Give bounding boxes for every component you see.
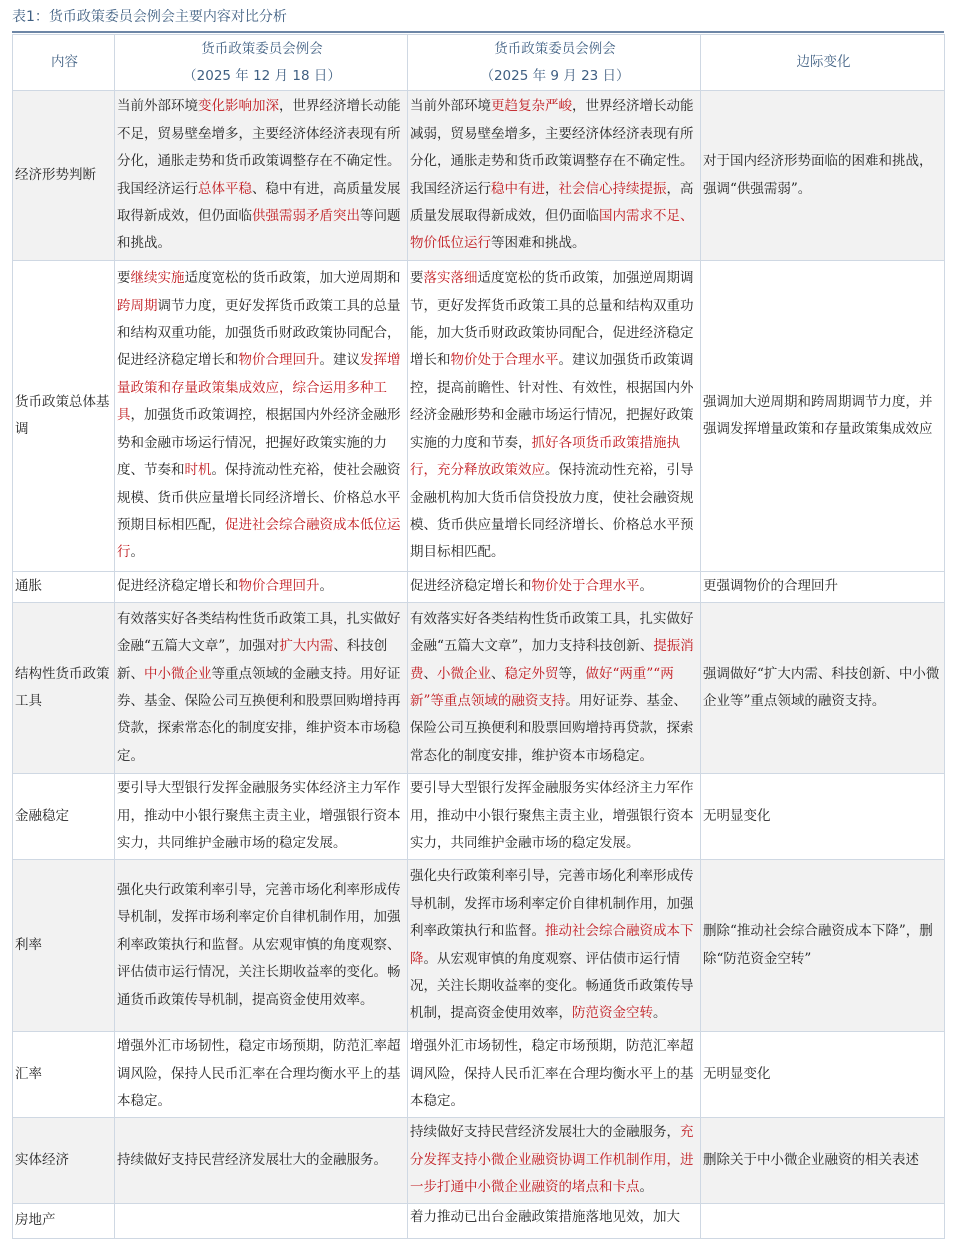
row-topic: 金融稳定 xyxy=(13,774,115,860)
text-segment: 。 xyxy=(639,1179,653,1196)
marginal-change: 强调加大逆周期和跨周期调节力度，并强调发挥增量政策和存量政策集成效应 xyxy=(701,261,945,572)
row-topic: 汇率 xyxy=(13,1032,115,1118)
header-dec-title: 货币政策委员会例会 xyxy=(201,40,323,57)
text-segment: 。 xyxy=(130,544,144,561)
row-topic: 货币政策总体基调 xyxy=(13,261,115,572)
highlighted-phrase: 抓好各项货币政策措施执行，充分释放政策效应 xyxy=(410,434,680,479)
table-body xyxy=(13,35,945,1239)
table-row xyxy=(13,572,945,603)
text-segment: ， xyxy=(545,180,559,197)
text-segment: ，世界经济增长动能不足，贸易壁垒增多，主要经济体经济表现有所分化，通胀走势和货币政策调整存在不确定性。我国经济运行 xyxy=(117,98,401,197)
header-dec-meeting xyxy=(115,35,408,91)
text-segment: 。从宏观审慎的角度观察、评估债市运行情况，关注长期收益率的变化。畅通货币政策传导机制，提高资金使用效率， xyxy=(410,950,694,1022)
row-topic: 利率 xyxy=(13,860,115,1032)
header-sep-title: 货币政策委员会例会 xyxy=(494,40,616,57)
dec-meeting-text xyxy=(115,1032,408,1118)
highlighted-phrase: 落实落细 xyxy=(423,270,478,287)
header-content xyxy=(13,35,115,91)
highlighted-phrase: 提振消费 xyxy=(410,638,694,682)
text-segment: 。建议 xyxy=(319,352,360,369)
text-segment: 要 xyxy=(410,270,424,287)
dec-meeting-text xyxy=(115,774,408,860)
comparison-table xyxy=(12,34,945,1239)
dec-meeting-text xyxy=(115,860,408,1032)
text-segment: 等问题和挑战。 xyxy=(117,207,401,252)
row-topic: 经济形势判断 xyxy=(13,91,115,261)
marginal-change: 删除“推动社会综合融资成本下降”，删除“防范资金空转” xyxy=(701,860,945,1032)
text-segment: 要 xyxy=(117,270,131,287)
highlighted-phrase: 更趋复杂严峻 xyxy=(491,98,572,115)
text-segment: 、稳中有进，高质量发展取得新成效，但仍面临 xyxy=(117,180,401,224)
text-segment: 强化央行政策利率引导，完善市场化利率形成传导机制，发挥市场利率定价自律机制作用，加强利率政策执行和监督。从宏观审慎的角度观察、评估债市运行情况，关注长期收益率的变化。畅通货币政策传导机制，提高资金使用效率。 xyxy=(117,881,401,1008)
highlighted-phrase: 小微企业 xyxy=(437,665,491,682)
text-segment: 。建议加强货币政策调控，提高前瞻性、针对性、有效性，根据国内外经济金融形势和金融市场运行情况，把握好政策实施的力度和节奏， xyxy=(410,352,694,451)
text-segment: 有效落实好各类结构性货币政策工具，扎实做好金融“五篇大文章”，加强对 xyxy=(117,610,401,655)
highlighted-phrase: 稳中有进 xyxy=(491,180,545,197)
table-row xyxy=(13,603,945,774)
dec-meeting-text xyxy=(115,1118,408,1204)
row-topic: 房地产 xyxy=(13,1204,115,1239)
text-segment: 有效落实好各类结构性货币政策工具，扎实做好金融“五篇大文章”，加力支持科技创新、 xyxy=(410,610,694,655)
text-segment: 促进经济稳定增长和 xyxy=(410,578,532,595)
table-row xyxy=(13,1032,945,1118)
highlighted-phrase: 中小微企业 xyxy=(144,665,212,682)
text-segment: 当前外部环境 xyxy=(117,98,198,115)
caption-rule xyxy=(12,31,944,33)
highlighted-phrase: 物价处于合理水平 xyxy=(450,352,559,369)
text-segment: 促进经济稳定增长和 xyxy=(117,578,239,595)
table-header-row xyxy=(13,35,945,91)
sep-meeting-text xyxy=(408,860,701,1032)
highlighted-phrase: 稳定外贸 xyxy=(504,665,559,682)
text-segment: 。保持流动性充裕，使社会融资规模、货币供应量增长同经济增长、价格总水平预期目标相匹配， xyxy=(117,462,401,533)
highlighted-phrase: 继续实施 xyxy=(130,270,185,287)
header-change xyxy=(701,35,945,91)
sep-meeting-text xyxy=(408,1118,701,1204)
table-row xyxy=(13,1118,945,1204)
sep-meeting-text xyxy=(408,1204,701,1239)
text-segment: 持续做好支持民营经济发展壮大的金融服务。 xyxy=(117,1151,387,1168)
marginal-change: 无明显变化 xyxy=(701,774,945,860)
text-segment: 当前外部环境 xyxy=(410,98,491,115)
text-segment: 。 xyxy=(639,578,653,595)
text-segment: 、 xyxy=(423,665,437,682)
highlighted-phrase: 社会信心持续提振 xyxy=(558,180,667,197)
marginal-change: 更强调物价的合理回升 xyxy=(701,572,945,603)
marginal-change: 强调做好“扩大内需、科技创新、中小微企业等”重点领域的融资支持。 xyxy=(701,603,945,774)
highlighted-phrase: 防范资金空转 xyxy=(572,1005,653,1022)
highlighted-phrase: 扩大内需 xyxy=(279,638,334,655)
table-caption: 表1：货币政策委员会例会主要内容对比分析 xyxy=(12,9,287,25)
sep-meeting-text xyxy=(408,1032,701,1118)
text-segment: 持续做好支持民营经济发展壮大的金融服务， xyxy=(410,1124,680,1141)
highlighted-phrase: 物价合理回升 xyxy=(238,578,320,595)
highlighted-phrase: 时机 xyxy=(184,462,212,479)
marginal-change xyxy=(701,1204,945,1239)
text-segment: 。保持流动性充裕，引导金融机构加大货币信贷投放力度，使社会融资规模、货币供应量增长同经济增长、价格总水平预期目标相匹配。 xyxy=(410,462,694,561)
sep-meeting-text xyxy=(408,572,701,603)
text-segment: 等重点领域的金融支持。用好证券、基金、保险公司互换便利和股票回购增持再贷款，探索常态化的制度安排，维护资本市场稳定。 xyxy=(117,665,401,764)
highlighted-phrase: 促进社会综合融资成本低位运行 xyxy=(117,516,401,561)
text-segment: 、 xyxy=(491,665,505,682)
text-segment: 强化央行政策利率引导，完善市场化利率形成传导机制，发挥市场利率定价自律机制作用，加强利率政策执行和监督。 xyxy=(410,868,694,940)
dec-meeting-text xyxy=(115,91,408,261)
dec-meeting-text xyxy=(115,261,408,572)
highlighted-phrase: 物价合理回升 xyxy=(238,352,320,369)
highlighted-phrase: 推动社会综合融资成本下降 xyxy=(410,923,694,967)
row-topic: 通胀 xyxy=(13,572,115,603)
dec-meeting-text xyxy=(115,1204,408,1239)
highlighted-phrase: 国内需求不足、物价低位运行 xyxy=(410,207,694,252)
header-sep-meeting xyxy=(408,35,701,91)
highlighted-phrase: 物价处于合理水平 xyxy=(531,578,640,595)
highlighted-phrase: 总体平稳 xyxy=(198,180,252,197)
text-segment: 调节力度，更好发挥货币政策工具的总量和结构双重功能，加强货币财政政策协同配合，促进经济稳定增长和 xyxy=(117,297,401,369)
row-topic: 实体经济 xyxy=(13,1118,115,1204)
text-segment: 适度宽松的货币政策，加大逆周期和 xyxy=(184,270,401,287)
table-row xyxy=(13,261,945,572)
text-segment: 等， xyxy=(558,665,586,682)
text-segment: 要引导大型银行发挥金融服务实体经济主力军作用，推动中小银行聚焦主责主业，增强银行资本实力，共同维护金融市场的稳定发展。 xyxy=(117,780,401,852)
text-segment: 增强外汇市场韧性，稳定市场预期，防范汇率超调风险，保持人民币汇率在合理均衡水平上的基本稳定。 xyxy=(117,1038,401,1110)
sep-meeting-text xyxy=(408,603,701,774)
header-sep-date: （2025 年 9 月 23 日） xyxy=(480,67,630,84)
sep-meeting-text xyxy=(408,261,701,572)
text-segment: 。 xyxy=(319,578,333,595)
table-row xyxy=(13,91,945,261)
highlighted-phrase: 充分发挥支持小微企业融资协调工作机制作用，进一步打通中小微企业融资的堵点和卡点 xyxy=(410,1124,694,1196)
header-change-label: 边际变化 xyxy=(796,54,851,70)
dec-meeting-text xyxy=(115,572,408,603)
marginal-change: 无明显变化 xyxy=(701,1032,945,1118)
sep-meeting-text xyxy=(408,91,701,261)
marginal-change: 删除关于中小微企业融资的相关表述 xyxy=(701,1118,945,1204)
highlighted-phrase: 做好“两重”“两新”等重点领域的融资支持 xyxy=(410,665,674,709)
text-segment: 。用好证券、基金、保险公司互换便利和股票回购增持再贷款，探索常态化的制度安排，维护资本市场稳定。 xyxy=(410,693,694,764)
text-segment: 等困难和挑战。 xyxy=(491,235,586,252)
text-segment: 要引导大型银行发挥金融服务实体经济主力军作用，推动中小银行聚焦主责主业，增强银行资本实力，共同维护金融市场的稳定发展。 xyxy=(410,780,694,852)
text-segment: ，加强货币政策调控，根据国内外经济金融形势和金融市场运行情况，把握好政策实施的力度、节奏和 xyxy=(117,407,401,479)
text-segment: ，世界经济增长动能减弱，贸易壁垒增多，主要经济体经济表现有所分化，通胀走势和货币政策调整存在不确定性。我国经济运行 xyxy=(410,98,694,197)
highlighted-phrase: 跨周期 xyxy=(117,297,158,314)
table-row xyxy=(13,860,945,1032)
row-topic: 结构性货币政策工具 xyxy=(13,603,115,774)
highlighted-phrase: 变化影响加深 xyxy=(198,98,279,115)
text-segment: 、科技创新、 xyxy=(117,638,388,682)
text-segment: 适度宽松的货币政策，加强逆周期调节，更好发挥货币政策工具的总量和结构双重功能，加大货币财政政策协同配合，促进经济稳定增长和 xyxy=(410,270,694,369)
header-dec-date: （2025 年 12 月 18 日） xyxy=(183,67,341,84)
table-row xyxy=(13,774,945,860)
dec-meeting-text xyxy=(115,603,408,774)
text-segment: 增强外汇市场韧性，稳定市场预期，防范汇率超调风险，保持人民币汇率在合理均衡水平上的基本稳定。 xyxy=(410,1038,694,1110)
highlighted-phrase: 发挥增量政策和存量政策集成效应，综合运用多种工具 xyxy=(117,352,401,424)
text-segment: 着力推动已出台金融政策措施落地见效，加大 xyxy=(410,1209,680,1225)
text-segment: ，高质量发展取得新成效，但仍面临 xyxy=(410,180,694,224)
table-row xyxy=(13,1204,945,1239)
text-segment: 。 xyxy=(653,1005,667,1022)
sep-meeting-text xyxy=(408,774,701,860)
header-content-label: 内容 xyxy=(51,54,78,70)
marginal-change: 对于国内经济形势面临的困难和挑战，强调“供强需弱”。 xyxy=(701,91,945,261)
highlighted-phrase: 供强需弱矛盾突出 xyxy=(252,207,360,224)
